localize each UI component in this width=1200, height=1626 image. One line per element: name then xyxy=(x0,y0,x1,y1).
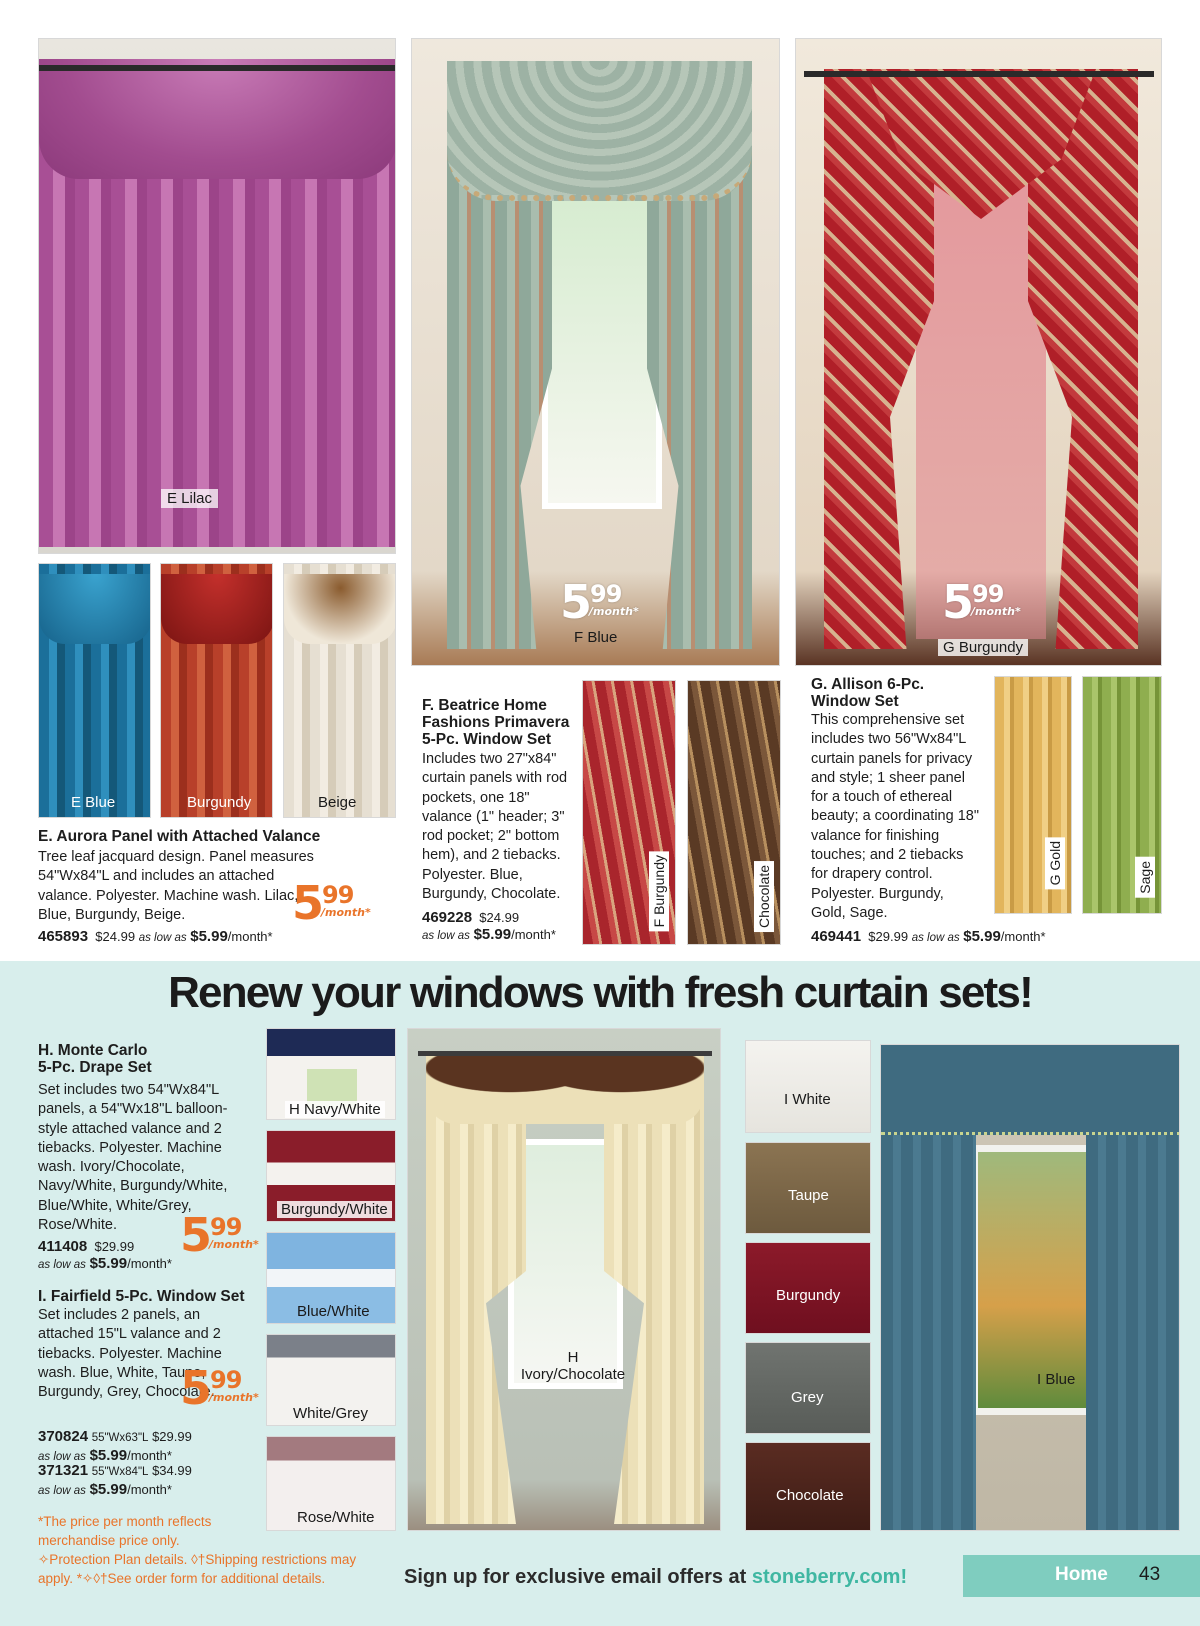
photo-label: G Burgundy xyxy=(938,639,1028,656)
footnote-line-2: ✧Protection Plan details. ◊†Shipping restrictions may apply. *✧◊†See order form for additional details. xyxy=(38,1552,357,1586)
item-h-big-price xyxy=(180,1208,259,1262)
item-e-big-price xyxy=(292,876,371,930)
swatch-chocolate[interactable] xyxy=(745,1442,871,1531)
photo-label: E Lilac xyxy=(161,489,218,508)
swatch-label: Beige xyxy=(318,794,357,811)
valance xyxy=(161,574,273,644)
price-cents: 99 xyxy=(210,1213,242,1241)
swatch-label: Grey xyxy=(791,1389,824,1406)
swatch-burgundy-white[interactable] xyxy=(266,1130,396,1222)
price-per: /month* xyxy=(209,1391,259,1404)
curtain-panel-right xyxy=(647,139,752,649)
page-number: 43 xyxy=(1139,1564,1161,1585)
blue-curtain-photo[interactable] xyxy=(880,1044,1180,1531)
price-dollars: 5 xyxy=(292,876,323,930)
item-i-title: I. Fairfield 5-Pc. Window Set xyxy=(38,1288,245,1305)
monthly-price: $5.99 xyxy=(963,928,1001,945)
item-g-price-line xyxy=(811,928,1071,947)
valance xyxy=(881,1045,1180,1135)
as-low-as: as low as xyxy=(38,1259,86,1271)
swatch-label: I White xyxy=(784,1091,831,1108)
swatch-beige[interactable] xyxy=(283,563,396,818)
photo-label-letter: H xyxy=(567,1349,579,1366)
price: $24.99 xyxy=(479,910,520,925)
sku: 371321 xyxy=(38,1462,89,1479)
price-per: /month* xyxy=(209,1238,259,1251)
per-month: /month* xyxy=(227,929,273,944)
item-h-title: H. Monte Carlo 5-Pc. Drape Set xyxy=(38,1042,152,1076)
per-month: /month* xyxy=(127,1482,172,1497)
headline: Renew your windows with fresh curtain sets! xyxy=(168,968,1032,1017)
swatch-chocolate[interactable] xyxy=(687,680,781,945)
swatch-label: Blue/White xyxy=(297,1303,370,1320)
price-per: /month* xyxy=(589,605,639,618)
swatch-label: Burgundy xyxy=(187,794,252,811)
monthly-price: $5.99 xyxy=(89,1255,128,1272)
as-low-as: as low as xyxy=(38,1485,86,1497)
signup-site-link[interactable]: stoneberry.com! xyxy=(751,1566,908,1588)
item-i-big-price xyxy=(180,1361,259,1415)
signup-text: Sign up for exclusive email offers at xyxy=(404,1566,747,1588)
sku: 465893 xyxy=(38,928,89,945)
item-h-price-line xyxy=(38,1238,198,1274)
item-g-photo-price xyxy=(942,575,1021,629)
per-month: /month* xyxy=(127,1448,172,1463)
window-image xyxy=(542,189,662,509)
as-low-as: as low as xyxy=(38,1451,86,1463)
footnote xyxy=(38,1512,393,1588)
swatch-blue[interactable] xyxy=(38,563,151,818)
valance xyxy=(284,574,396,644)
item-e-price-line xyxy=(38,928,368,947)
swatch-taupe[interactable] xyxy=(745,1142,871,1234)
price-cents: 99 xyxy=(322,881,354,909)
swatch-white[interactable] xyxy=(745,1040,871,1133)
as-low-as: as low as xyxy=(138,932,187,944)
price: $24.99 xyxy=(95,929,136,944)
photo-label: I Blue xyxy=(1037,1371,1076,1388)
size: 55"Wx84"L xyxy=(91,1466,149,1478)
price: $29.99 xyxy=(94,1239,135,1254)
signup-banner[interactable] xyxy=(404,1566,964,1589)
swatch-burgundy[interactable] xyxy=(582,680,676,945)
item-f-price-line xyxy=(422,909,582,945)
footnote-line-1: *The price per month reflects merchandise price only. xyxy=(38,1514,212,1548)
monthly-price: $5.99 xyxy=(89,1447,128,1464)
swatch-label: Rose/White xyxy=(297,1509,375,1526)
price: $34.99 xyxy=(152,1463,192,1478)
ivory-chocolate-curtain-photo[interactable] xyxy=(407,1028,721,1531)
price: $29.99 xyxy=(868,929,909,944)
sku: 370824 xyxy=(38,1428,89,1445)
curtain-rod xyxy=(39,65,396,71)
photo-label: F Blue xyxy=(574,629,618,646)
swatch-label: Chocolate xyxy=(776,1487,844,1504)
curtain-rod xyxy=(418,1051,712,1056)
per-month: /month* xyxy=(511,927,556,942)
price-per: /month* xyxy=(971,605,1021,618)
swatch-sage[interactable] xyxy=(1082,676,1162,914)
sheer-panel xyxy=(916,159,1046,639)
as-low-as: as low as xyxy=(422,930,470,942)
valance xyxy=(39,574,151,644)
item-i-price-line-1 xyxy=(38,1428,228,1466)
item-f-photo-price xyxy=(560,575,639,629)
valance xyxy=(426,1054,704,1124)
monthly-price: $5.99 xyxy=(190,928,228,945)
sku: 469228 xyxy=(422,909,473,926)
price-dollars: 5 xyxy=(560,575,591,629)
blue-curtain-photo[interactable] xyxy=(411,38,780,666)
price-per: /month* xyxy=(321,906,371,919)
burgundy-curtain-photo[interactable] xyxy=(795,38,1162,666)
item-e-title: E. Aurora Panel with Attached Valance xyxy=(38,828,321,845)
swatch-label: Burgundy/White xyxy=(277,1201,392,1218)
swatch-grey[interactable] xyxy=(745,1342,871,1434)
item-f-description: Includes two 27"x84" curtain panels with rod pockets, one 18" valance (1" header; 3" rod pocket; 2" bottom hem), and 2 tiebacks. Polyester. Blue, Burgundy, Chocolate. xyxy=(422,751,568,903)
price: $29.99 xyxy=(152,1429,192,1444)
curtain-rod xyxy=(804,71,1154,77)
price-cents: 99 xyxy=(590,580,622,608)
as-low-as: as low as xyxy=(911,932,960,944)
price-dollars: 5 xyxy=(942,575,973,629)
section-label: Home xyxy=(1055,1564,1108,1585)
price-dollars: 5 xyxy=(180,1361,211,1415)
swatch-burgundy[interactable] xyxy=(745,1242,871,1334)
swatch-navy-white[interactable] xyxy=(266,1028,396,1120)
swatch-burgundy[interactable] xyxy=(160,563,273,818)
monthly-price: $5.99 xyxy=(89,1481,128,1498)
swatch-label: H Navy/White xyxy=(285,1101,385,1118)
price-cents: 99 xyxy=(972,580,1004,608)
swatch-label: Taupe xyxy=(788,1187,829,1204)
price-cents: 99 xyxy=(210,1366,242,1394)
sku: 469441 xyxy=(811,928,862,945)
swatch-label: Sage xyxy=(1135,857,1155,898)
swatch-label: White/Grey xyxy=(293,1405,369,1422)
curtain-panel-left xyxy=(881,1100,976,1531)
swatch-white-grey[interactable] xyxy=(266,1334,396,1426)
swatch-blue-white[interactable] xyxy=(266,1232,396,1324)
curtain-panel-right xyxy=(1086,1100,1180,1531)
curtain-panel-left xyxy=(447,139,552,649)
swatch-gold[interactable] xyxy=(994,676,1072,914)
valance xyxy=(447,61,752,201)
price-dollars: 5 xyxy=(180,1208,211,1262)
monthly-price: $5.99 xyxy=(473,926,512,943)
page-badge xyxy=(963,1555,1200,1597)
swatch-label: Burgundy xyxy=(776,1287,841,1304)
swatch-label: G Gold xyxy=(1045,837,1065,889)
photo-label: Ivory/Chocolate xyxy=(520,1366,626,1383)
size: 55"Wx63"L xyxy=(91,1432,149,1444)
swatch-label: F Burgundy xyxy=(649,851,669,931)
item-g-description: This comprehensive set includes two 56"Wx84"L curtain panels for privacy and style; 1 sheer panel for a touch of ethereal beauty; a coordinating 18" valance for finishing touches; and 2 tiebacks for drapery control. Polyester. Burgundy, Gold, Sage. xyxy=(811,712,979,921)
item-e-description: Tree leaf jacquard design. Panel measures 54"Wx84"L and includes an attached valance. Polyester. Machine wash. Lilac, Blue, Burgundy, Beige. xyxy=(38,849,314,923)
photo-label-group xyxy=(518,1349,628,1383)
item-i-description: Set includes 2 panels, an attached 15"L valance and 2 tiebacks. Polyester. Machine wash. Blue, White, Taupe, Burgundy, Grey, Chocolate. xyxy=(38,1307,222,1401)
per-month: /month* xyxy=(127,1256,172,1271)
swatch-label: E Blue xyxy=(71,794,116,811)
sku: 411408 xyxy=(38,1238,88,1255)
valance xyxy=(39,59,396,179)
item-h-description: Set includes two 54"Wx84"L panels, a 54"Wx18"L balloon-style attached valance and 2 tiebacks. Polyester. Machine wash. Ivory/Chocolate, Navy/White, Burgundy/White, Blue/White, White/Grey, Rose/White. xyxy=(38,1082,228,1234)
per-month: /month* xyxy=(1000,929,1046,944)
item-f-title: F. Beatrice Home Fashions Primavera 5-Pc. Window Set xyxy=(422,697,570,748)
swatch-label: Chocolate xyxy=(754,861,774,932)
item-g-title: G. Allison 6-Pc. Window Set xyxy=(811,676,925,710)
item-i-price-line-2 xyxy=(38,1462,228,1500)
lilac-curtain-photo[interactable] xyxy=(38,38,396,554)
